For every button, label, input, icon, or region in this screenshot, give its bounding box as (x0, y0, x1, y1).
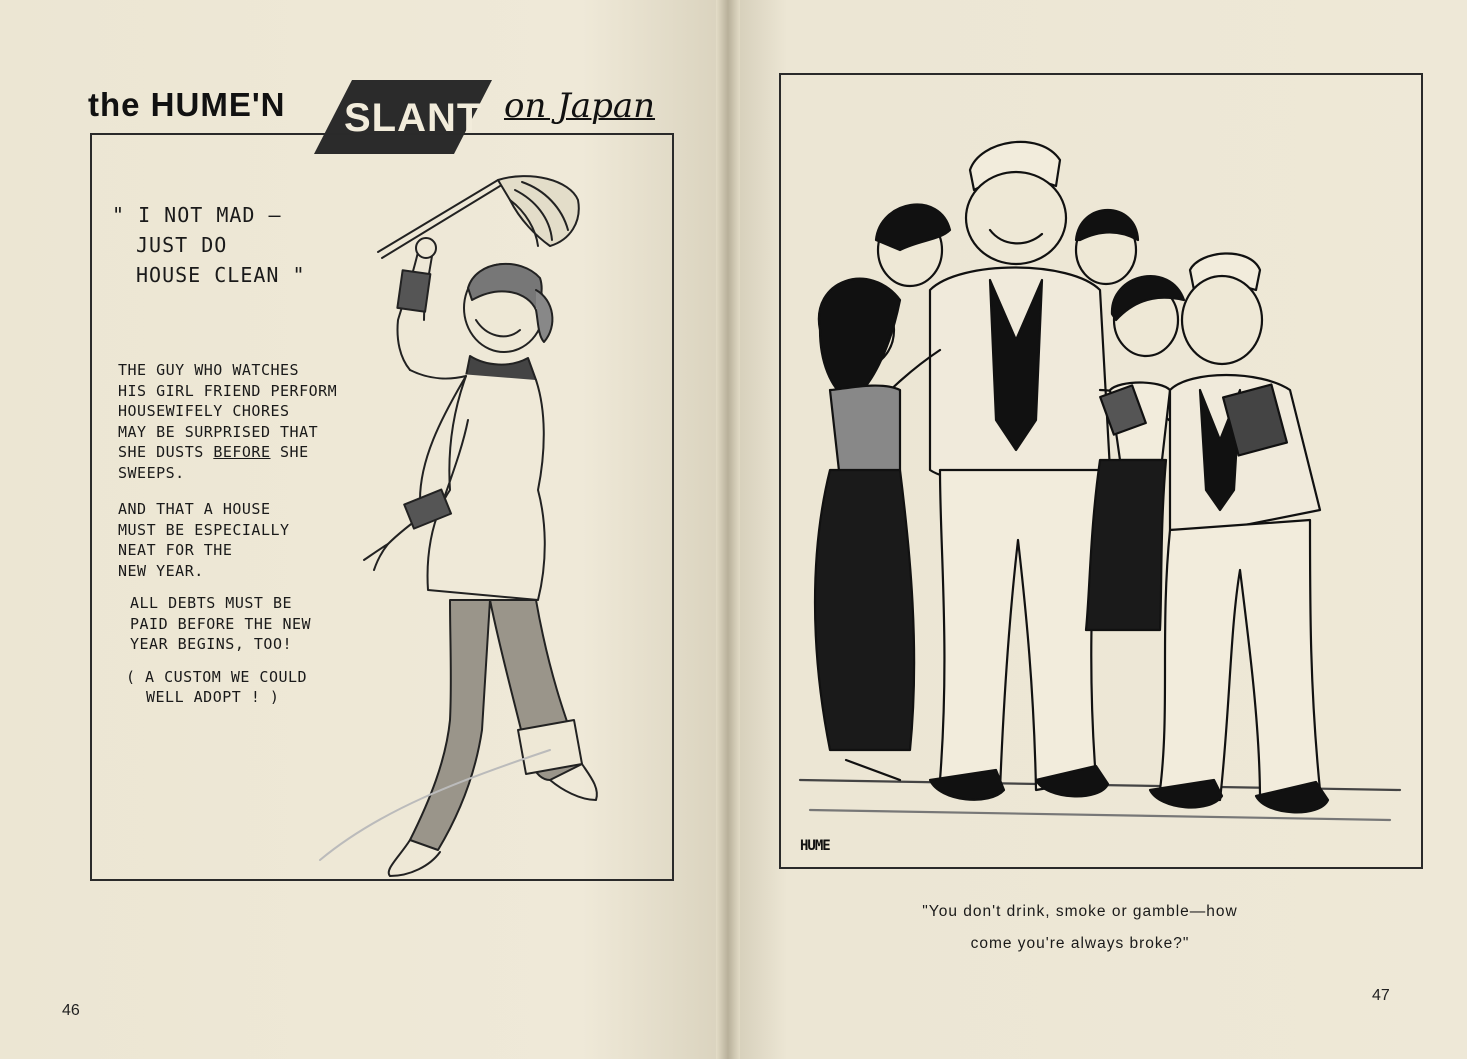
caption-line: come you're always broke?" (970, 935, 1190, 952)
note-line: MUST BE ESPECIALLY (118, 520, 290, 539)
quote-line: JUST DO (136, 233, 228, 257)
note-text: SHE DUSTS (118, 443, 214, 461)
emphasized-word: BEFORE (213, 443, 271, 461)
woman-dusting-illustration (300, 160, 620, 880)
header-title-part1: the HUME'N (88, 86, 286, 123)
note-line: ( A CUSTOM WE COULD (126, 667, 308, 686)
handwritten-notes (118, 360, 337, 720)
artist-signature: HUME (800, 838, 830, 854)
note-line: NEAT FOR THE (118, 541, 233, 559)
note-paragraph (118, 593, 337, 655)
note-paragraph (118, 667, 337, 708)
caption-line: "You don't drink, smoke or gamble—how (922, 903, 1238, 920)
note-line: NEW YEAR. (118, 561, 204, 580)
note-line: HOUSEWIFELY CHORES (118, 402, 290, 420)
note-line: MAY BE SURPRISED THAT (118, 422, 319, 441)
note-paragraph (118, 360, 337, 483)
note-line: WELL ADOPT ! ) (146, 688, 280, 706)
book-gutter (716, 0, 740, 1059)
quote-line: HOUSE CLEAN " (136, 263, 306, 287)
speech-quote (112, 200, 306, 290)
sailors-cartoon-illustration (790, 90, 1410, 850)
cartoon-caption (830, 896, 1330, 960)
note-line: SWEEPS. (118, 463, 185, 482)
page-number-right: 47 (1372, 987, 1390, 1004)
header-title-part2: SLANT (344, 96, 483, 140)
page-number-left: 46 (62, 1002, 80, 1019)
note-line: AND THAT A HOUSE (118, 500, 271, 518)
note-line: THE GUY WHO WATCHES (118, 361, 300, 379)
note-line: ALL DEBTS MUST BE (130, 594, 293, 612)
quote-line: " I NOT MAD — (112, 203, 282, 227)
note-paragraph (118, 499, 337, 581)
header-title-part3: on Japan (504, 86, 656, 126)
note-text: SHE (270, 443, 309, 461)
note-line: HIS GIRL FRIEND PERFORM (118, 381, 338, 400)
note-line (118, 442, 337, 463)
note-line: PAID BEFORE THE NEW (130, 614, 312, 633)
note-line: YEAR BEGINS, TOO! (130, 635, 293, 653)
